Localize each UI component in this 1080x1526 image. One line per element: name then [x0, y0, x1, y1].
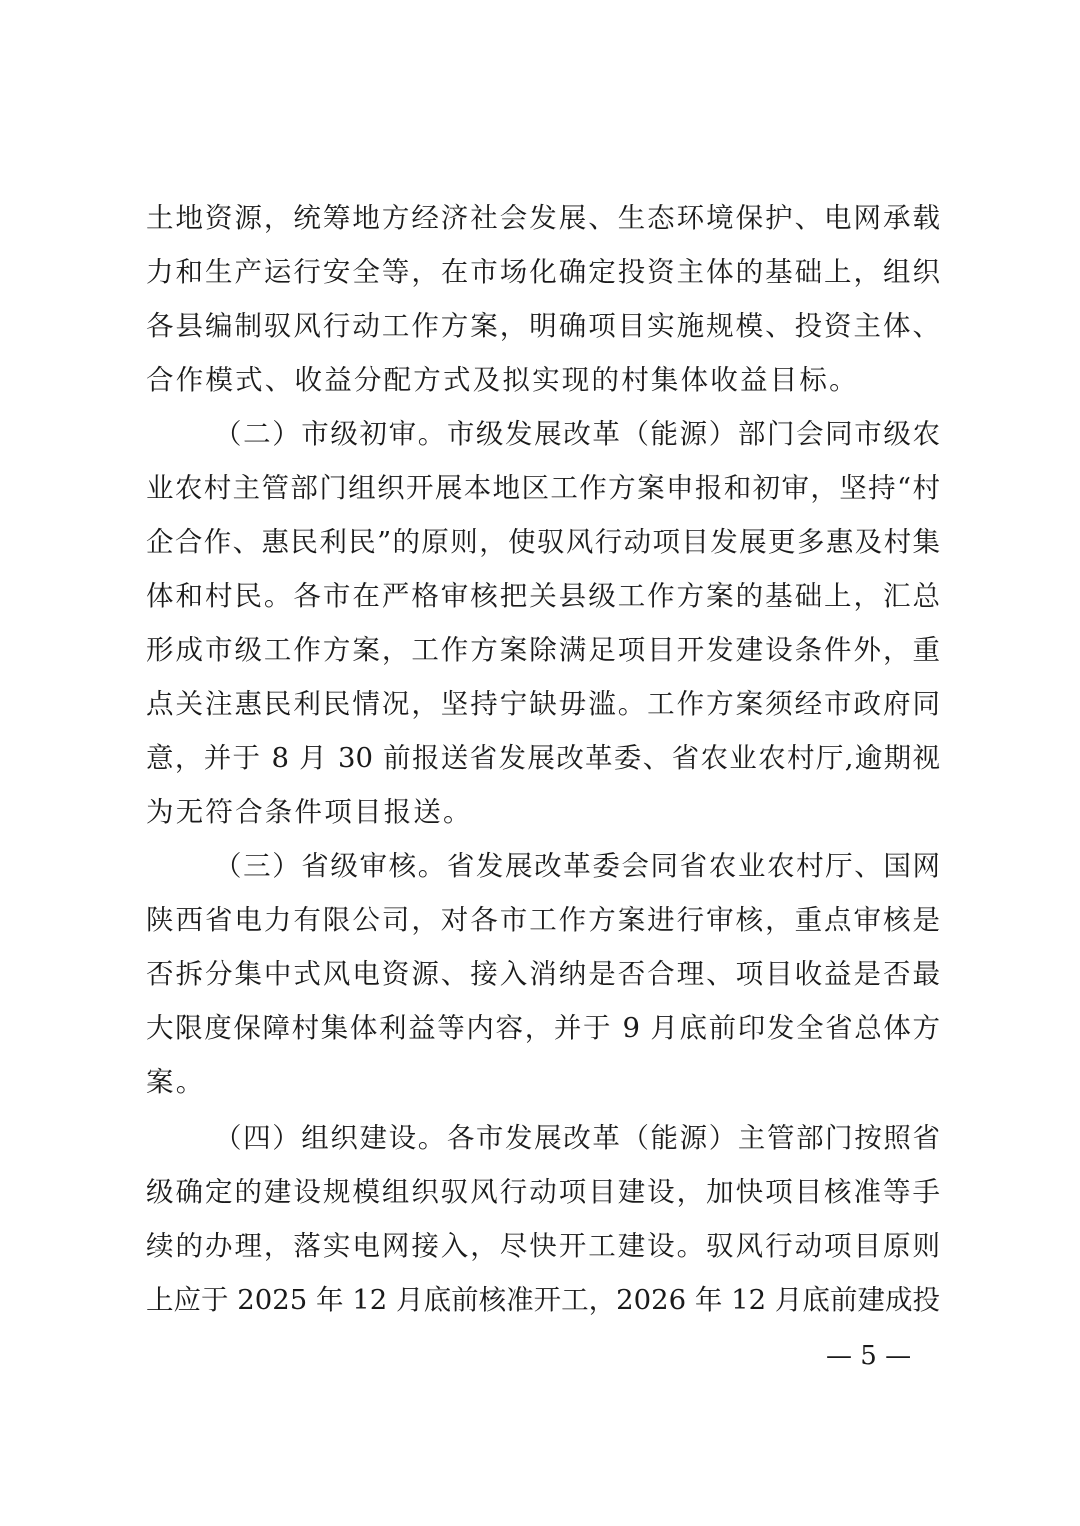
text-line: 体和村民。各市在严格审核把关县级工作方案的基础上，汇总: [146, 580, 940, 612]
text-line: 意，并于 8 月 30 前报送省发展改革委、省农业农村厅,逾期视: [146, 742, 940, 774]
section-heading-line: （三）省级审核。省发展改革委会同省农业农村厅、国网: [214, 850, 940, 882]
text-line: 合作模式、收益分配方式及拟实现的村集体收益目标。: [146, 364, 859, 396]
text-line: 各县编制驭风行动工作方案，明确项目实施规模、投资主体、: [146, 310, 940, 342]
text-line: 企合作、惠民利民”的原则，使驭风行动项目发展更多惠及村集: [146, 526, 940, 558]
text-line: 力和生产运行安全等，在市场化确定投资主体的基础上，组织: [146, 256, 940, 288]
text-line: 土地资源，统筹地方经济社会发展、生态环境保护、电网承载: [146, 202, 940, 234]
text-line: 上应于 2025 年 12 月底前核准开工，2026 年 12 月底前建成投: [146, 1284, 940, 1316]
page-number: — 5 —: [826, 1341, 912, 1371]
text-line: 为无符合条件项目报送。: [146, 796, 473, 828]
text-line: 否拆分集中式风电资源、接入消纳是否合理、项目收益是否最: [146, 958, 940, 990]
text-line: 点关注惠民利民情况，坚持宁缺毋滥。工作方案须经市政府同: [146, 688, 940, 720]
text-line: 案。: [146, 1066, 206, 1098]
text-line: 续的办理，落实电网接入，尽快开工建设。驭风行动项目原则: [146, 1230, 940, 1262]
text-line: 级确定的建设规模组织驭风行动项目建设，加快项目核准等手: [146, 1176, 940, 1208]
text-line: 业农村主管部门组织开展本地区工作方案申报和初审，坚持“村: [146, 472, 940, 504]
text-line: 陕西省电力有限公司，对各市工作方案进行审核，重点审核是: [146, 904, 940, 936]
section-heading-line: （二）市级初审。市级发展改革（能源）部门会同市级农: [214, 418, 940, 450]
section-heading-line: （四）组织建设。各市发展改革（能源）主管部门按照省: [214, 1122, 940, 1154]
text-line: 形成市级工作方案，工作方案除满足项目开发建设条件外，重: [146, 634, 940, 666]
text-line: 大限度保障村集体利益等内容，并于 9 月底前印发全省总体方: [146, 1012, 940, 1044]
